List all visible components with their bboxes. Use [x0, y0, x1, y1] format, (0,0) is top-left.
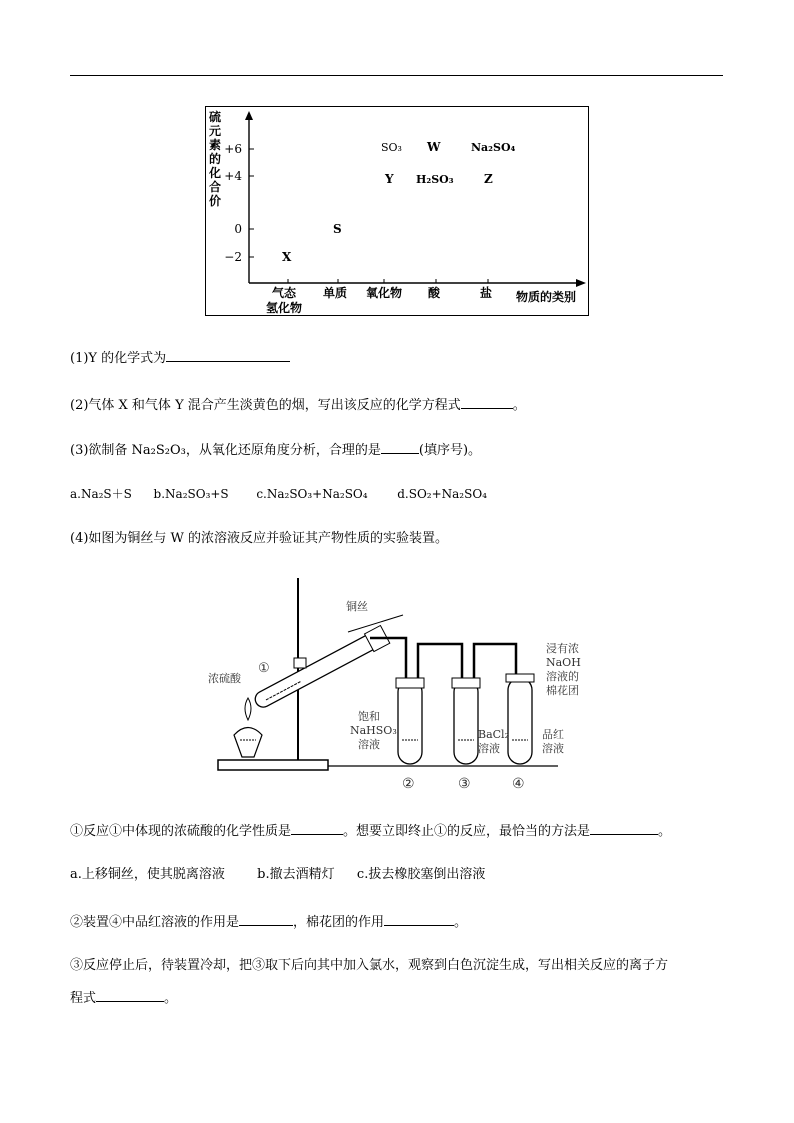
x-category-element: 单质 [323, 286, 348, 300]
answer-blank[interactable] [461, 396, 513, 409]
label-tube4-l2: 溶液 [542, 742, 564, 755]
sub-question-1 [70, 822, 671, 840]
point-z: Z [484, 172, 493, 186]
reaction-tube [252, 630, 383, 710]
point-so3: SO₃ [381, 141, 402, 154]
sub-question-2-text-b: ，棉花团的作用 [293, 915, 385, 930]
label-num-4: ④ [512, 776, 525, 792]
label-tube3-l2: 溶液 [478, 742, 500, 755]
sub-question-3-text: ③反应停止后，待装置冷却，把③取下后向其中加入氯水，观察到白色沉淀生成，写出相关反应的离子方 [70, 958, 669, 973]
x-axis-title: 物质的类别 [516, 290, 577, 304]
option-a: a.Na₂S＋S [70, 487, 132, 501]
question-3-options [70, 486, 487, 502]
point-s: S [333, 222, 342, 236]
question-1-text: (1)Y 的化学式为 [70, 351, 167, 366]
svg-text:的: 的 [209, 152, 222, 166]
valence-chart-svg [206, 107, 590, 317]
question-4-text: (4)如图为铜丝与 W 的浓溶液反应并验证其产物性质的实验装置。 [70, 531, 449, 546]
point-h2so3: H₂SO₃ [416, 173, 454, 186]
point-y: Y [385, 172, 394, 186]
clamp [294, 658, 306, 668]
y-axis-arrow [245, 111, 253, 120]
stopper-3 [452, 678, 480, 688]
answer-blank[interactable] [96, 989, 164, 1002]
x-axis-arrow [576, 279, 586, 287]
label-num-3: ③ [458, 776, 471, 792]
sub-question-3-line-2 [70, 989, 177, 1007]
punct: 。 [512, 398, 526, 413]
label-cotton-l1: 浸有浓 [546, 642, 579, 655]
answer-blank[interactable] [291, 822, 343, 835]
sub-question-3-line-1 [70, 958, 668, 974]
label-tube2-l3: 溶液 [358, 738, 380, 751]
answer-blank[interactable] [384, 913, 454, 926]
point-w: W [427, 140, 441, 154]
x-category-salt: 盐 [480, 286, 493, 300]
label-tube3-l1: BaCl₂ [478, 728, 509, 741]
question-1 [70, 349, 290, 367]
y-tick-label: +6 [224, 142, 242, 156]
answer-blank[interactable] [166, 349, 290, 362]
svg-text:元: 元 [209, 124, 222, 138]
option-c: c.拔去橡胶塞倒出溶液 [356, 867, 486, 882]
alcohol-lamp [234, 728, 262, 758]
question-3 [70, 441, 481, 459]
header-rule [70, 75, 723, 76]
svg-text:化: 化 [209, 166, 222, 180]
label-circle-1: ① [258, 661, 270, 676]
option-b: b.Na₂SO₃+S [153, 487, 229, 501]
point-na2so4: Na₂SO₄ [471, 141, 516, 154]
option-d: d.SO₂+Na₂SO₄ [397, 487, 487, 501]
stand-base [218, 760, 328, 770]
punct: 。 [164, 991, 178, 1006]
question-2-text: (2)气体 X 和气体 Y 混合产生淡黄色的烟，写出该反应的化学方程式 [70, 398, 461, 413]
y-tick-label: +4 [224, 169, 242, 183]
x-category-gaseous-hydride-l2: 氢化物 [266, 301, 303, 315]
question-2 [70, 396, 526, 414]
svg-text:硫: 硫 [209, 110, 222, 124]
svg-text:价: 价 [209, 194, 222, 208]
y-axis-label [208, 109, 221, 208]
question-3-text: (3)欲制备 Na₂S₂O₃，从氧化还原角度分析，合理的是 [70, 443, 381, 458]
y-tick-label: 0 [234, 222, 242, 236]
answer-blank[interactable] [590, 822, 658, 835]
flame [245, 698, 251, 720]
label-conc-acid: 浓硫酸 [208, 672, 241, 685]
y-tick-label: −2 [224, 250, 242, 264]
label-cotton-l2: NaOH [546, 656, 581, 669]
test-tube-4 [508, 678, 532, 764]
option-a: a.上移铜丝，使其脱离溶液 [70, 867, 225, 882]
test-tube-3 [454, 680, 478, 764]
answer-blank[interactable] [239, 913, 293, 926]
sub-question-1-text-b: 。想要立即终止①的反应，最恰当的方法是 [343, 824, 591, 839]
sub-question-2-text-a: ②装置④中品红溶液的作用是 [70, 915, 240, 930]
label-cotton-l4: 棉花团 [546, 684, 579, 697]
punct: 。 [454, 915, 468, 930]
x-category-gaseous-hydride-l1: 气态 [272, 286, 297, 300]
x-category-oxide: 氧化物 [366, 286, 403, 300]
sub-question-3-text-cont: 程式 [70, 991, 97, 1006]
question-4 [70, 531, 448, 547]
apparatus-svg [198, 570, 598, 800]
label-num-2: ② [402, 776, 415, 792]
cotton-ball [506, 674, 534, 682]
point-x: X [282, 250, 292, 264]
stopper-2 [396, 678, 424, 688]
svg-text:素: 素 [209, 138, 222, 152]
label-tube4-l1: 品红 [542, 728, 564, 741]
sub-question-1-text-a: ①反应①中体现的浓硫酸的化学性质是 [70, 824, 292, 839]
valence-chart [205, 106, 589, 316]
sub-question-1-options [70, 867, 485, 883]
label-copper-wire: 铜丝 [346, 600, 368, 613]
svg-text:合: 合 [209, 180, 222, 194]
sub-question-2 [70, 913, 467, 931]
option-c: c.Na₂SO₃+Na₂SO₄ [256, 487, 368, 501]
label-cotton-l3: 溶液的 [546, 670, 579, 683]
x-category-acid: 酸 [428, 286, 441, 300]
question-3-suffix: (填序号)。 [418, 443, 482, 458]
label-tube2-l1: 饱和 [358, 710, 380, 723]
test-tube-2 [398, 680, 422, 764]
experiment-apparatus [198, 570, 598, 800]
option-b: b.撤去酒精灯 [257, 867, 335, 882]
answer-blank[interactable] [381, 441, 419, 454]
punct: 。 [658, 824, 672, 839]
label-tube2-l2: NaHSO₃ [350, 724, 397, 737]
